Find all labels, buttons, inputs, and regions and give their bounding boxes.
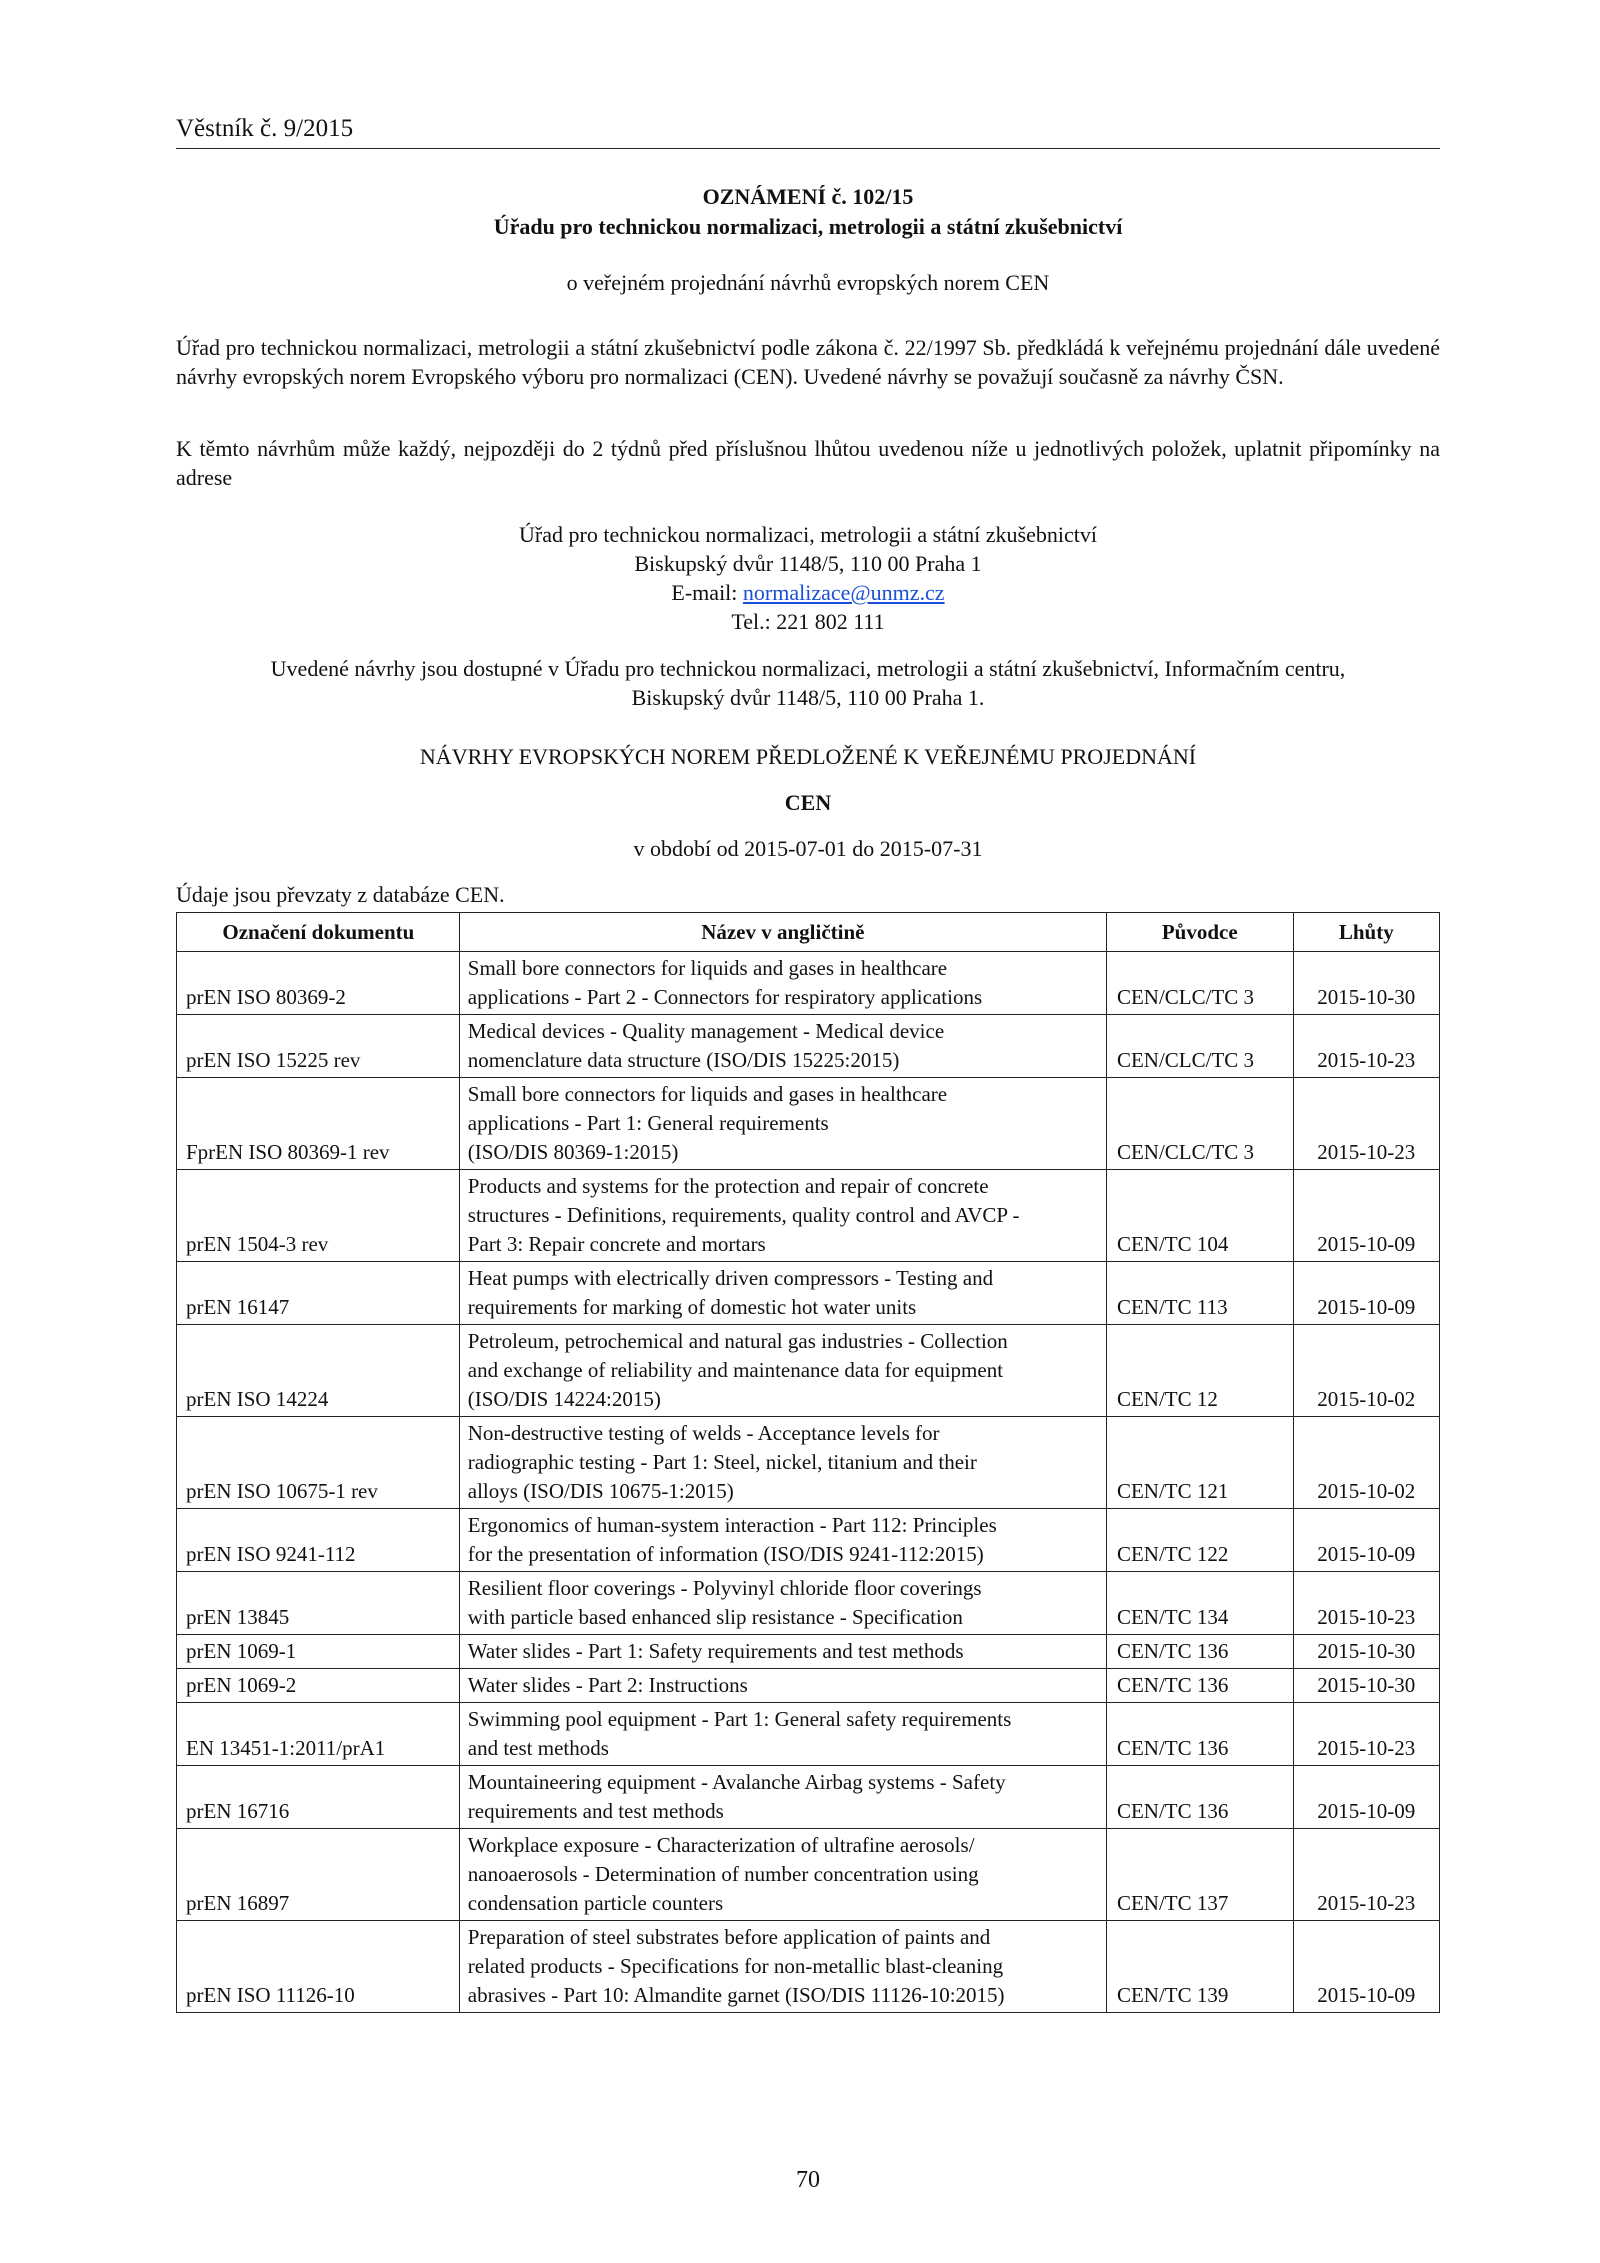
title-line: (ISO/DIS 80369-1:2015) [467,1140,679,1164]
document-id-cell: prEN ISO 14224 [177,1325,460,1417]
english-title-cell [459,1078,1106,1170]
document-id-cell: prEN 1069-1 [177,1635,460,1669]
availability-line-1: Uvedené návrhy jsou dostupné v Úřadu pro technickou normalizaci, metrologii a státní zkušebnictví, Informačním centru, [270,656,1346,681]
english-title-cell [459,1669,1106,1703]
title-line: Petroleum, petrochemical and natural gas industries - Collection [467,1329,1008,1353]
deadline-cell: 2015-10-23 [1293,1015,1439,1078]
deadline-cell: 2015-10-30 [1293,952,1439,1015]
standards-table [176,912,1440,2013]
originator-cell: CEN/TC 104 [1106,1170,1293,1262]
title-line: radiographic testing - Part 1: Steel, nickel, titanium and their [467,1450,977,1474]
header-document-id: Označení dokumentu [177,913,460,952]
email-label: E-mail: [671,580,743,605]
title-line: Water slides - Part 2: Instructions [467,1673,748,1697]
title-line: applications - Part 2 - Connectors for respiratory applications [467,985,983,1009]
table-row [177,1325,1440,1417]
title-line: Products and systems for the protection and repair of concrete [467,1174,989,1198]
english-title-cell [459,1703,1106,1766]
deadline-cell: 2015-10-09 [1293,1766,1439,1829]
title-line: abrasives - Part 10: Almandite garnet (ISO/DIS 11126-10:2015) [467,1983,1005,2007]
english-title-cell [459,1572,1106,1635]
title-line: Small bore connectors for liquids and gases in healthcare [467,956,948,980]
originator-cell: CEN/CLC/TC 3 [1106,952,1293,1015]
table-row [177,1509,1440,1572]
header-deadline: Lhůty [1293,913,1439,952]
deadline-cell: 2015-10-23 [1293,1829,1439,1921]
page-header [176,112,1440,149]
title-line: condensation particle counters [467,1891,724,1915]
title-line: and test methods [467,1736,609,1760]
english-title-cell [459,952,1106,1015]
originator-cell: CEN/TC 137 [1106,1829,1293,1921]
title-line: and exchange of reliability and maintenance data for equipment [467,1358,1004,1382]
deadline-cell: 2015-10-30 [1293,1635,1439,1669]
english-title-cell [459,1262,1106,1325]
title-line: Water slides - Part 1: Safety requirements and test methods [467,1639,964,1663]
title-line: applications - Part 1: General requirements [467,1111,829,1135]
deadline-cell: 2015-10-09 [1293,1921,1439,2013]
title-line: Part 3: Repair concrete and mortars [467,1232,766,1256]
intro-paragraph: Úřad pro technickou normalizaci, metrologii a státní zkušebnictví podle zákona č. 22/1997 Sb. předkládá k veřejnému projednání dále uvedené návrhy evropských norem Evropského výboru pro normalizaci (CEN). Uvedené návrhy se považují současně za návrhy ČSN. [176,335,1440,389]
deadline-cell: 2015-10-09 [1293,1509,1439,1572]
table-row [177,1078,1440,1170]
title-line: for the presentation of information (ISO/DIS 9241-112:2015) [467,1542,984,1566]
journal-title: Věstník č. 9/2015 [176,115,354,142]
table-row [177,952,1440,1015]
title-line: Small bore connectors for liquids and gases in healthcare [467,1082,948,1106]
notice-title: OZNÁMENÍ č. 102/15 [702,184,914,209]
notice-subtitle: o veřejném projednání návrhů evropských norem CEN [566,270,1050,295]
title-line: alloys (ISO/DIS 10675-1:2015) [467,1479,734,1503]
document-id-cell: prEN ISO 11126-10 [177,1921,460,2013]
deadline-cell: 2015-10-09 [1293,1170,1439,1262]
title-line: Non-destructive testing of welds - Acceptance levels for [467,1421,940,1445]
header-english-title: Název v angličtině [459,913,1106,952]
address-email-line [176,578,1440,607]
deadline-cell: 2015-10-02 [1293,1417,1439,1509]
english-title-cell [459,1417,1106,1509]
title-line: related products - Specifications for non-metallic blast-cleaning [467,1954,1004,1978]
document-id-cell: prEN 16147 [177,1262,460,1325]
comments-paragraph: K těmto návrhům může každý, nejpozději do 2 týdnů před příslušnou lhůtou uvedenou níže u jednotlivých položek, uplatnit připomínky na adrese [176,436,1440,490]
deadline-cell: 2015-10-23 [1293,1703,1439,1766]
email-link[interactable]: normalizace@unmz.cz [742,580,945,605]
address-phone: Tel.: 221 802 111 [731,609,885,634]
document-id-cell: FprEN ISO 80369-1 rev [177,1078,460,1170]
title-line: Swimming pool equipment - Part 1: General safety requirements [467,1707,1012,1731]
originator-cell: CEN/TC 136 [1106,1766,1293,1829]
deadline-cell: 2015-10-30 [1293,1669,1439,1703]
title-line: with particle based enhanced slip resistance - Specification [467,1605,963,1629]
table-row [177,1921,1440,2013]
address-name: Úřad pro technickou normalizaci, metrologii a státní zkušebnictví [519,522,1097,547]
originator-cell: CEN/TC 134 [1106,1572,1293,1635]
title-line: Medical devices - Quality management - Medical device [467,1019,945,1043]
deadline-cell: 2015-10-23 [1293,1572,1439,1635]
title-line: Workplace exposure - Characterization of ultrafine aerosols/ [467,1833,975,1857]
period: v období od 2015-07-01 do 2015-07-31 [633,836,983,861]
table-row [177,1170,1440,1262]
title-line: nanoaerosols - Determination of number concentration using [467,1862,979,1886]
document-id-cell: prEN 16897 [177,1829,460,1921]
deadline-cell: 2015-10-09 [1293,1262,1439,1325]
table-row [177,1572,1440,1635]
source-note: Údaje jsou převzaty z databáze CEN. [176,882,505,907]
availability-note [176,654,1440,712]
table-row [177,1417,1440,1509]
table-row [177,1015,1440,1078]
deadline-cell: 2015-10-23 [1293,1078,1439,1170]
address-block [176,520,1440,636]
originator-cell: CEN/TC 136 [1106,1635,1293,1669]
originator-cell: CEN/TC 113 [1106,1262,1293,1325]
table-row [177,1829,1440,1921]
table-row [177,1635,1440,1669]
document-id-cell: prEN ISO 9241-112 [177,1509,460,1572]
table-row [177,1703,1440,1766]
originator-cell: CEN/TC 139 [1106,1921,1293,2013]
title-line: Preparation of steel substrates before application of paints and [467,1925,991,1949]
originator-cell: CEN/TC 12 [1106,1325,1293,1417]
notice-issuer: Úřadu pro technickou normalizaci, metrologii a státní zkušebnictví [493,214,1123,239]
deadline-cell: 2015-10-02 [1293,1325,1439,1417]
english-title-cell [459,1829,1106,1921]
document-id-cell: prEN ISO 10675-1 rev [177,1417,460,1509]
table-row [177,1766,1440,1829]
title-line: (ISO/DIS 14224:2015) [467,1387,661,1411]
document-id-cell: prEN ISO 15225 rev [177,1015,460,1078]
english-title-cell [459,1509,1106,1572]
document-id-cell: prEN 1504-3 rev [177,1170,460,1262]
document-id-cell: prEN 13845 [177,1572,460,1635]
originator-cell: CEN/TC 122 [1106,1509,1293,1572]
title-line: Ergonomics of human-system interaction - Part 112: Principles [467,1513,997,1537]
title-line: Mountaineering equipment - Avalanche Airbag systems - Safety [467,1770,1006,1794]
originator-cell: CEN/CLC/TC 3 [1106,1015,1293,1078]
page-number: 70 [796,2167,820,2193]
section-title: NÁVRHY EVROPSKÝCH NOREM PŘEDLOŽENÉ K VEŘEJNÉMU PROJEDNÁNÍ [419,744,1197,769]
english-title-cell [459,1635,1106,1669]
table-row [177,1669,1440,1703]
english-title-cell [459,1921,1106,2013]
address-street: Biskupský dvůr 1148/5, 110 00 Praha 1 [634,551,982,576]
originator-cell: CEN/CLC/TC 3 [1106,1078,1293,1170]
title-line: Heat pumps with electrically driven compressors - Testing and [467,1266,994,1290]
availability-line-2: Biskupský dvůr 1148/5, 110 00 Praha 1. [631,685,985,710]
header-originator: Původce [1106,913,1293,952]
title-line: nomenclature data structure (ISO/DIS 15225:2015) [467,1048,900,1072]
english-title-cell [459,1766,1106,1829]
originator-cell: CEN/TC 136 [1106,1669,1293,1703]
english-title-cell [459,1015,1106,1078]
document-id-cell: prEN 16716 [177,1766,460,1829]
document-id-cell: EN 13451-1:2011/prA1 [177,1703,460,1766]
document-id-cell: prEN 1069-2 [177,1669,460,1703]
title-line: requirements for marking of domestic hot water units [467,1295,917,1319]
title-line: requirements and test methods [467,1799,724,1823]
table-header-row [177,913,1440,952]
english-title-cell [459,1170,1106,1262]
standards-body: CEN [784,790,832,815]
notice-title-block [176,182,1440,242]
title-line: structures - Definitions, requirements, quality control and AVCP - [467,1203,1020,1227]
originator-cell: CEN/TC 136 [1106,1703,1293,1766]
title-line: Resilient floor coverings - Polyvinyl chloride floor coverings [467,1576,982,1600]
english-title-cell [459,1325,1106,1417]
document-id-cell: prEN ISO 80369-2 [177,952,460,1015]
table-row [177,1262,1440,1325]
originator-cell: CEN/TC 121 [1106,1417,1293,1509]
table-body [177,952,1440,2013]
